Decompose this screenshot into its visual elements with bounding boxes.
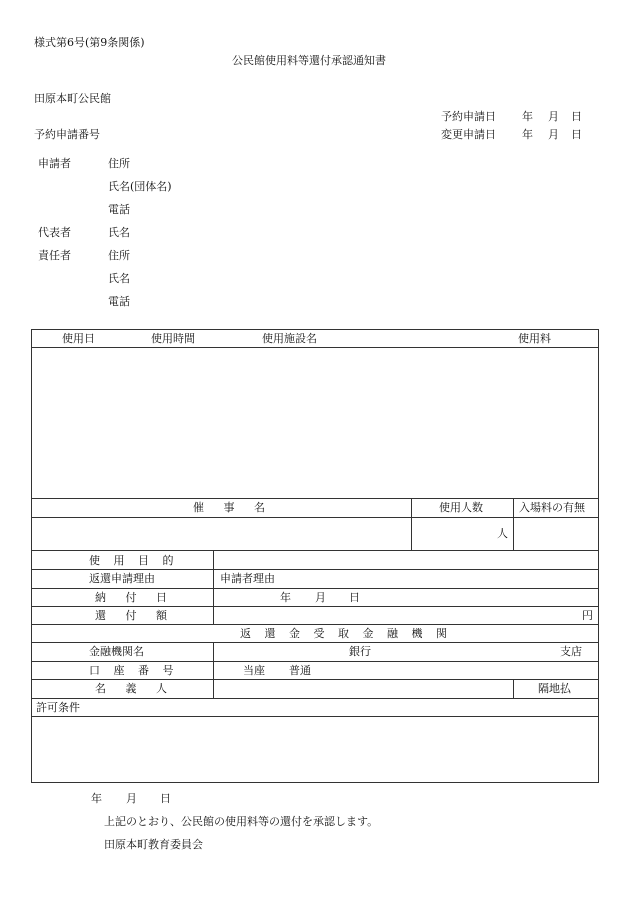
col-usage-time: 使用時間 [151,332,195,345]
representative-name-label: 氏名 [108,226,130,239]
purpose-label: 使 用 目 的 [89,554,179,567]
remote-payment-label: 隔地払 [538,682,571,695]
applicant-label: 申請者 [38,157,71,170]
refund-reason-label: 返還申請理由 [89,572,155,585]
responsible-name-label: 氏名 [108,272,130,285]
yen-unit: 円 [582,609,593,622]
col-attendance: 使用人数 [439,501,483,514]
bank-name-label: 金融機関名 [89,645,144,658]
account-type-current: 当座 [243,664,265,677]
footer-date-year: 年 [91,792,102,805]
col-admission-fee: 入場料の有無 [519,501,585,514]
refund-amount-label: 還 付 額 [95,609,175,622]
refund-reason-value: 申請者理由 [220,572,275,585]
payment-date-day: 日 [349,591,360,604]
payment-date-label: 納 付 日 [95,591,175,604]
applicant-phone-label: 電話 [108,203,130,216]
bank-section-label: 返 還 金 受 取 金 融 機 関 [240,627,452,640]
col-event-name: 催 事 名 [193,501,273,514]
change-date-month: 月 [548,128,559,141]
applicant-address-label: 住所 [108,157,130,170]
account-number-label: 口 座 番 号 [89,664,179,677]
col-usage-fee: 使用料 [518,332,551,345]
payment-date-month: 月 [315,591,326,604]
footer-date-month: 月 [126,792,137,805]
representative-label: 代表者 [38,226,71,239]
usage-entry-area[interactable] [32,348,598,498]
col-usage-date: 使用日 [62,332,95,345]
change-date-day: 日 [571,128,582,141]
form-number: 様式第6号(第9条関係) [34,36,145,49]
issuer: 田原本町教育委員会 [104,838,203,851]
col-facility-name: 使用施設名 [262,332,317,345]
payment-date-year: 年 [280,591,291,604]
reservation-date-month: 月 [548,110,559,123]
bank-suffix: 銀行 [349,645,371,658]
holder-label: 名 義 人 [95,682,175,695]
responsible-address-label: 住所 [108,249,130,262]
reservation-date-year: 年 [522,110,533,123]
approval-statement: 上記のとおり、公民館の使用料等の還付を承認します。 [104,815,379,828]
reservation-number-label: 予約申請番号 [34,128,100,141]
conditions-label: 許可条件 [36,701,80,714]
page-title: 公民館使用料等還付承認通知書 [232,54,386,67]
account-type-ordinary: 普通 [289,664,311,677]
attendance-unit: 人 [497,527,508,540]
reservation-date-day: 日 [571,110,582,123]
change-date-year: 年 [522,128,533,141]
branch-suffix: 支店 [560,645,582,658]
footer-date-day: 日 [160,792,171,805]
change-date-label: 変更申請日 [441,128,496,141]
responsible-label: 責任者 [38,249,71,262]
responsible-phone-label: 電話 [108,295,130,308]
applicant-name-label: 氏名(団体名) [108,180,172,193]
conditions-area[interactable] [32,717,598,782]
recipient: 田原本町公民館 [34,92,111,105]
reservation-date-label: 予約申請日 [441,110,496,123]
